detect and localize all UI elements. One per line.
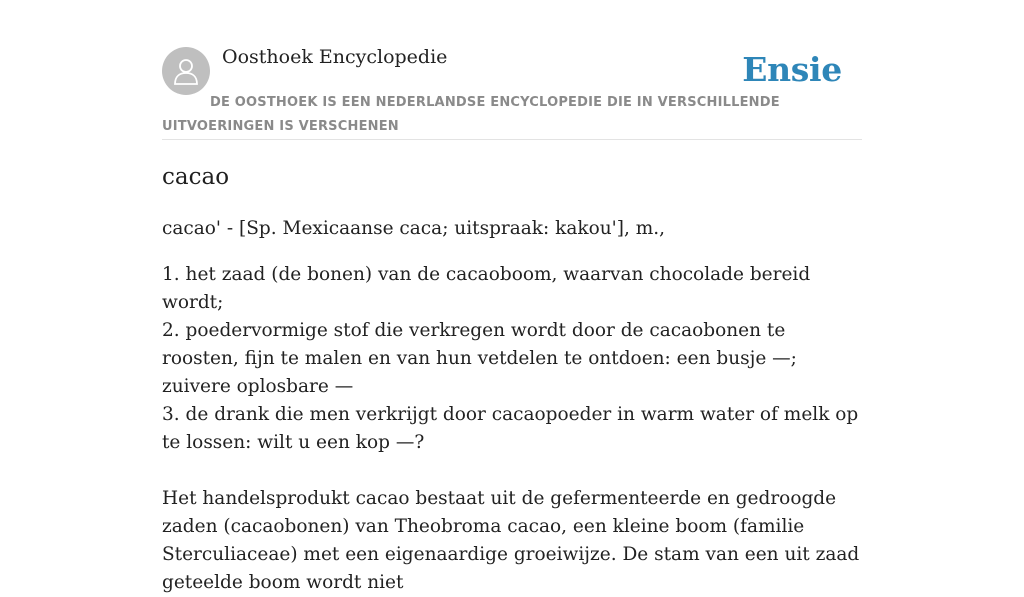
entry-page [162,0,862,593]
source-avatar[interactable] [162,47,210,95]
definition-3: 3. de drank die men verkrijgt door cacaopoeder in warm water of melk op te lossen: wilt u een kop —? [162,404,859,453]
paragraph-gap [162,457,862,485]
definition-1: 1. het zaad (de bonen) van de cacaoboom, waarvan chocolade bereid wordt; [162,264,811,313]
entry-body: Het handelsprodukt cacao bestaat uit de gefermenteerde en gedroogde zaden (cacaobonen) van Theobroma cacao, een kleine boom (familie Sterculiaceae) met een eigenaardige groeiwijze. De stam van een uit zaad geteelde boom wordt niet [162,488,860,593]
source-name-link[interactable]: Oosthoek Encyclopedie [222,46,448,68]
definition-2: 2. poedervormige stof die verkregen wordt door de cacaobonen te roosten, fijn te malen en van hun vetdelen te ontdoen: een busje —; zuivere oplosbare — [162,320,797,397]
ensie-logo[interactable]: Ensie [742,50,842,89]
source-tagline: DE OOSTHOEK IS EEN NEDERLANDSE ENCYCLOPEDIE DIE IN VERSCHILLENDE UITVOERINGEN IS VERSCHENEN [162,95,780,134]
definitions [162,261,862,457]
etymology: cacao' - [Sp. Mexicaanse caca; uitspraak: kakou'], m., [162,218,666,239]
entry-content [162,215,862,597]
user-icon [171,56,201,86]
header-divider [162,139,862,140]
entry-title: cacao [162,164,230,190]
header [162,0,862,140]
